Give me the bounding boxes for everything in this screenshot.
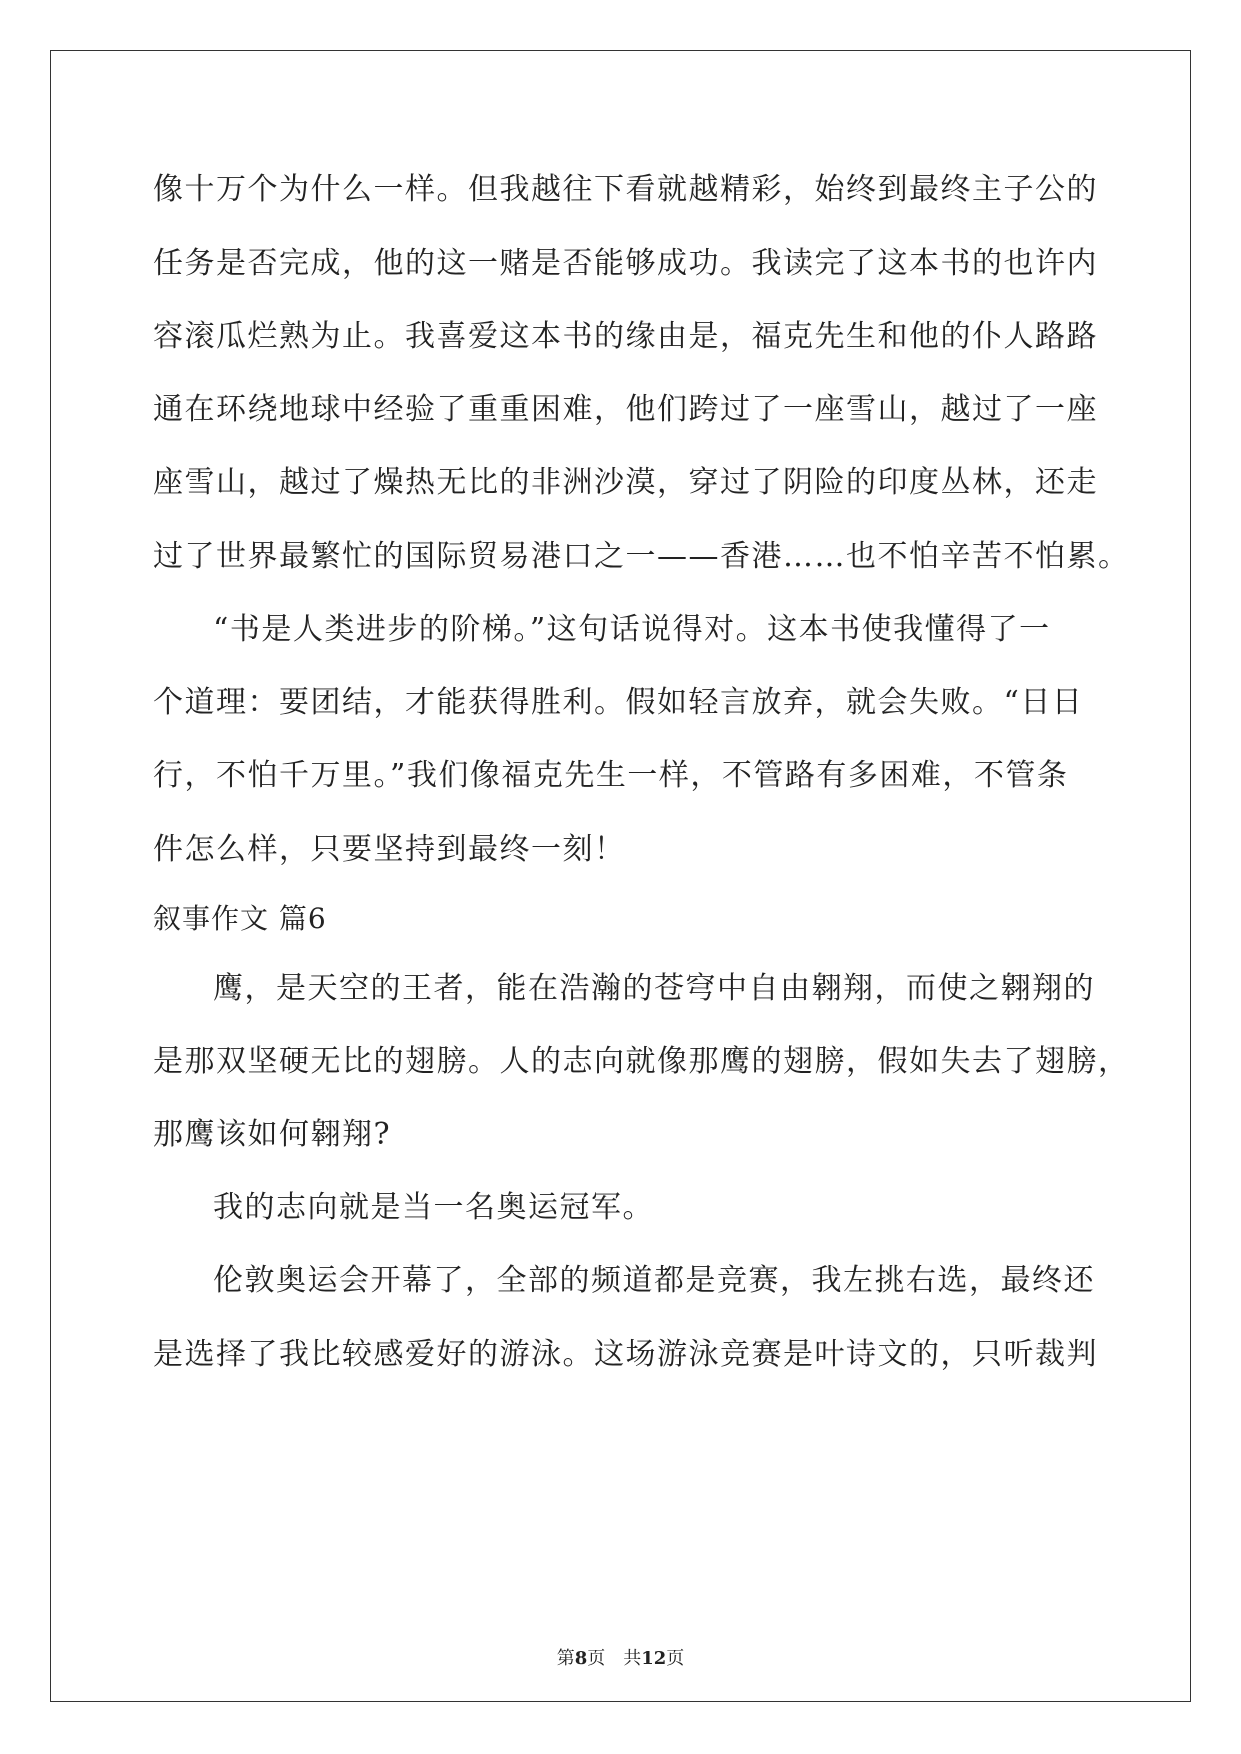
body-line-9: 行，不怕千万里。”我们像福克先生一样，不管路有多困难，不管条 <box>153 758 1069 793</box>
footer-total-suffix: 页 <box>666 1648 685 1669</box>
section-heading: 叙事作文 篇6 <box>153 902 327 935</box>
body-line-4: 通在环绕地球中经验了重重困难，他们跨过了一座雪山，越过了一座 <box>153 392 1098 427</box>
body-line-3: 容滚瓜烂熟为止。我喜爱这本书的缘由是，福克先生和他的仆人路路 <box>153 319 1098 354</box>
current-page-number: 8 <box>574 1648 588 1669</box>
body-line-15: 我的志向就是当一名奥运冠军。 <box>213 1190 654 1225</box>
body-line-16: 伦敦奥运会开幕了，全部的频道都是竞赛，我左挑右选，最终还 <box>213 1263 1095 1298</box>
body-line-13: 是那双坚硬无比的翅膀。人的志向就像那鹰的翅膀，假如失去了翅膀， <box>153 1044 1130 1079</box>
body-line-5: 座雪山，越过了燥热无比的非洲沙漠，穿过了阴险的印度丛林，还走 <box>153 465 1098 500</box>
body-line-12: 鹰，是天空的王者，能在浩瀚的苍穹中自由翱翔，而使之翱翔的 <box>213 971 1095 1006</box>
body-line-7: “书是人类进步的阶梯。”这句话说得对。这本书使我懂得了一 <box>213 612 1051 647</box>
body-line-14: 那鹰该如何翱翔? <box>153 1117 392 1152</box>
footer-prefix: 第 <box>556 1648 575 1669</box>
page-number-footer <box>0 1647 1241 1671</box>
footer-total-prefix: 共 <box>623 1648 642 1669</box>
footer-page-suffix: 页 <box>587 1648 606 1669</box>
body-line-17: 是选择了我比较感爱好的游泳。这场游泳竞赛是叶诗文的，只听裁判 <box>153 1337 1098 1372</box>
body-line-8: 个道理：要团结，才能获得胜利。假如轻言放弃，就会失败。“日日 <box>153 685 1084 720</box>
body-line-1: 像十万个为什么一样。但我越往下看就越精彩，始终到最终主子公的 <box>153 172 1098 207</box>
body-line-10: 件怎么样，只要坚持到最终一刻！ <box>153 832 626 867</box>
body-line-2: 任务是否完成，他的这一赌是否能够成功。我读完了这本书的也许内 <box>153 246 1098 281</box>
total-page-count: 12 <box>641 1648 667 1669</box>
body-line-6: 过了世界最繁忙的国际贸易港口之一——香港……也不怕辛苦不怕累。 <box>153 539 1130 574</box>
page-border <box>50 50 1191 1702</box>
